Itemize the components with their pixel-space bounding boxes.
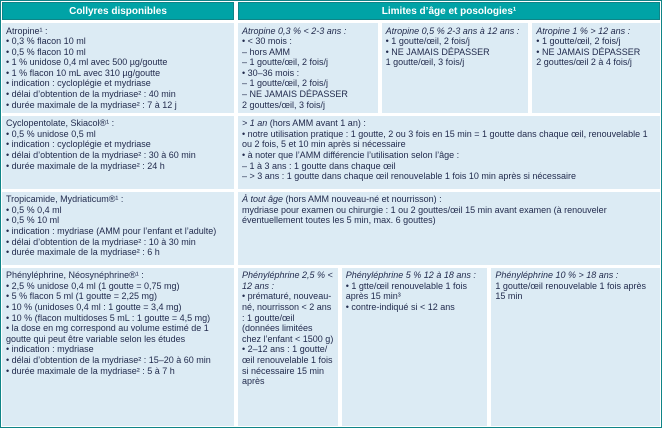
posology-line: • contre-indiqué si < 12 ans xyxy=(345,302,455,313)
age-range-italic: Phényléphrine 2,5 % < 12 ans : xyxy=(242,270,333,291)
drug-name: Phényléphrine, Néosynéphrine®¹ : xyxy=(6,270,144,281)
age-range-italic: Atropine 0,3 % < 2-3 ans : xyxy=(242,25,347,36)
age-range-title xyxy=(386,26,525,37)
posology-line: – 1 goutte/œil, 2 fois/j xyxy=(242,78,329,89)
drug-detail: • durée maximale de la mydriase² : 6 h xyxy=(6,247,160,258)
drug-detail: • 0,5 % flacon 10 ml xyxy=(6,46,86,57)
age-range-italic: Atropine 1 % > 12 ans : xyxy=(536,25,631,36)
drug-detail: • indication : mydriase (AMM pour l’enfant et l’adulte) xyxy=(6,226,217,237)
drug-detail: • 2,5 % unidose 0,4 ml (1 goutte = 0,75 mg) xyxy=(6,280,180,291)
posology-line: • < 30 mois : xyxy=(242,36,292,47)
age-range-italic: > 1 an xyxy=(242,118,268,129)
drug-detail: • 1 % unidose 0,4 ml avec 500 µg/goutte xyxy=(6,57,168,68)
drug-detail: • la dose en mg correspond au volume estimé de 1 goutte qui peut être variable selon les études xyxy=(6,323,209,344)
drug-name: Atropine¹ : xyxy=(6,25,48,36)
drug-cell-cyclopentolate xyxy=(2,116,234,189)
posology-line: • à noter que l’AMM différencie l’utilisation selon l’âge : xyxy=(242,150,460,161)
drug-detail: • 0,5 % 0,4 ml xyxy=(6,204,62,215)
posology-columns-cyclopentolate xyxy=(238,116,660,189)
posology-line: 1 goutte/œil renouvelable 1 fois après 15 min xyxy=(495,280,646,302)
posology-line: mydriase pour examen ou chirurgie : 1 ou 2 gouttes/œil 15 min avant examen (à renouveler éventuellement toutes les 5 min, max. 6 gouttes) xyxy=(242,204,607,226)
posology-line: • 1 gtte/œil renouvelable 1 fois après 15 min³ xyxy=(345,280,467,302)
drug-detail: • 10 % (unidoses 0,4 ml : 1 goutte = 3,4 mg) xyxy=(6,302,182,313)
drug-detail: • 1 % flacon 10 mL avec 310 µg/goutte xyxy=(6,67,161,78)
drug-name: Cyclopentolate, Skiacol®¹ : xyxy=(6,118,115,129)
drug-name: Tropicamide, Mydriaticum®¹ : xyxy=(6,194,124,205)
drug-detail: • 0,3 % flacon 10 ml xyxy=(6,36,86,47)
posology-line: 1 goutte/œil, 3 fois/j xyxy=(385,57,465,68)
age-range-note: (hors AMM avant 1 an) : xyxy=(267,118,366,129)
posology-columns-phenylephrine xyxy=(238,268,660,426)
posology-cell xyxy=(238,116,660,189)
age-range-italic: À tout âge xyxy=(242,194,284,205)
header-limites-age-posologies: Limites d’âge et posologies¹ xyxy=(238,2,660,20)
age-range-title xyxy=(536,26,656,37)
drug-cell-atropine xyxy=(2,23,234,113)
posology-line: 2 gouttes/œil, 3 fois/j xyxy=(242,99,326,110)
posology-line: • NE JAMAIS DÉPASSER xyxy=(536,46,641,57)
age-range-italic: Phényléphrine 5 % 12 à 18 ans : xyxy=(345,270,476,281)
posology-line: – > 3 ans : 1 goutte dans chaque œil renouvelable 1 fois 10 min après si nécessaire xyxy=(242,171,576,182)
posology-cell xyxy=(382,23,529,113)
table-row-atropine xyxy=(2,23,660,113)
posology-columns-tropicamide xyxy=(238,192,660,265)
drug-detail: • délai d’obtention de la mydriase² : 10 à 30 min xyxy=(6,236,196,247)
drug-detail: • indication : mydriase xyxy=(6,344,94,355)
posology-columns-atropine xyxy=(238,23,660,113)
table-row-phenylephrine xyxy=(2,268,660,426)
posology-line: • 30–36 mois : xyxy=(242,67,300,78)
age-range-title xyxy=(242,118,656,129)
drug-detail: • indication : cycloplégie et mydriase xyxy=(6,139,151,150)
posology-line: – hors AMM xyxy=(242,46,291,57)
drug-detail: • indication : cycloplégie et mydriase xyxy=(6,78,151,89)
posology-cell xyxy=(491,268,660,426)
posology-cell xyxy=(238,268,338,426)
posology-line: • 2–12 ans : 1 goutte/œil renouvelable 1 fois si nécessaire 15 min après xyxy=(242,344,333,387)
age-range-italic: Phényléphrine 10 % > 18 ans : xyxy=(495,270,619,281)
table-header-row xyxy=(2,2,660,20)
posology-line: • NE JAMAIS DÉPASSER xyxy=(385,46,490,57)
drug-detail: • délai d’obtention de la mydriase² : 40 min xyxy=(6,89,176,100)
age-range-title xyxy=(242,194,656,205)
table-row-cyclopentolate xyxy=(2,116,660,189)
posology-line: – 1 à 3 ans : 1 goutte dans chaque œil xyxy=(242,160,396,171)
posology-line: • 1 goutte/œil, 2 fois/j xyxy=(536,36,621,47)
age-range-title xyxy=(242,270,334,291)
drug-detail: • 0,5 % unidose 0,5 ml xyxy=(6,128,96,139)
drug-cell-phenylephrine xyxy=(2,268,234,426)
drug-detail: • 5 % flacon 5 ml (1 goutte = 2,25 mg) xyxy=(6,291,157,302)
drug-detail: • durée maximale de la mydriase² : 7 à 12 j xyxy=(6,99,177,110)
header-collyres-disponibles: Collyres disponibles xyxy=(2,2,234,20)
posology-line: 2 gouttes/œil 2 à 4 fois/j xyxy=(536,57,632,68)
posology-line: • 1 goutte/œil, 2 fois/j xyxy=(385,36,470,47)
posology-line: – NE JAMAIS DÉPASSER xyxy=(242,89,348,100)
drug-detail: • 10 % (flacon multidoses 5 mL : 1 goutte = 4,5 mg) xyxy=(6,312,211,323)
posology-cell xyxy=(238,23,378,113)
table-body xyxy=(2,23,660,426)
age-range-title xyxy=(242,26,374,37)
age-range-title xyxy=(495,270,656,281)
age-range-italic: Atropine 0,5 % 2-3 ans à 12 ans : xyxy=(385,25,520,36)
posology-cell xyxy=(532,23,660,113)
posology-line: – 1 goutte/œil, 2 fois/j xyxy=(242,57,329,68)
table-row-tropicamide xyxy=(2,192,660,265)
drug-detail: • délai d’obtention de la mydriase² : 15–20 à 60 min xyxy=(6,355,211,365)
drug-detail: • 0,5 % 10 ml xyxy=(6,215,60,226)
drug-detail: • durée maximale de la mydriase² : 5 à 7 h xyxy=(6,365,175,376)
posology-line: • notre utilisation pratique : 1 goutte, 2 ou 3 fois en 15 min = 1 goutte dans chaque œil, renouvelable 1 ou 2 fois, 5 et 10 min après si nécessaire xyxy=(242,128,648,150)
posology-cell xyxy=(238,192,660,265)
drug-detail: • délai d’obtention de la mydriase² : 30 à 60 min xyxy=(6,150,196,161)
drug-cell-tropicamide xyxy=(2,192,234,265)
drug-detail: • durée maximale de la mydriase² : 24 h xyxy=(6,160,165,171)
age-range-note: (hors AMM nouveau-né et nourrisson) : xyxy=(283,194,442,205)
age-range-title xyxy=(346,270,484,281)
posology-line: • prématuré, nouveau-né, nourrisson < 2 ans : 1 goutte/œil (données limitées chez l’enfant < 1500 g) xyxy=(242,291,334,344)
posology-cell xyxy=(342,268,488,426)
